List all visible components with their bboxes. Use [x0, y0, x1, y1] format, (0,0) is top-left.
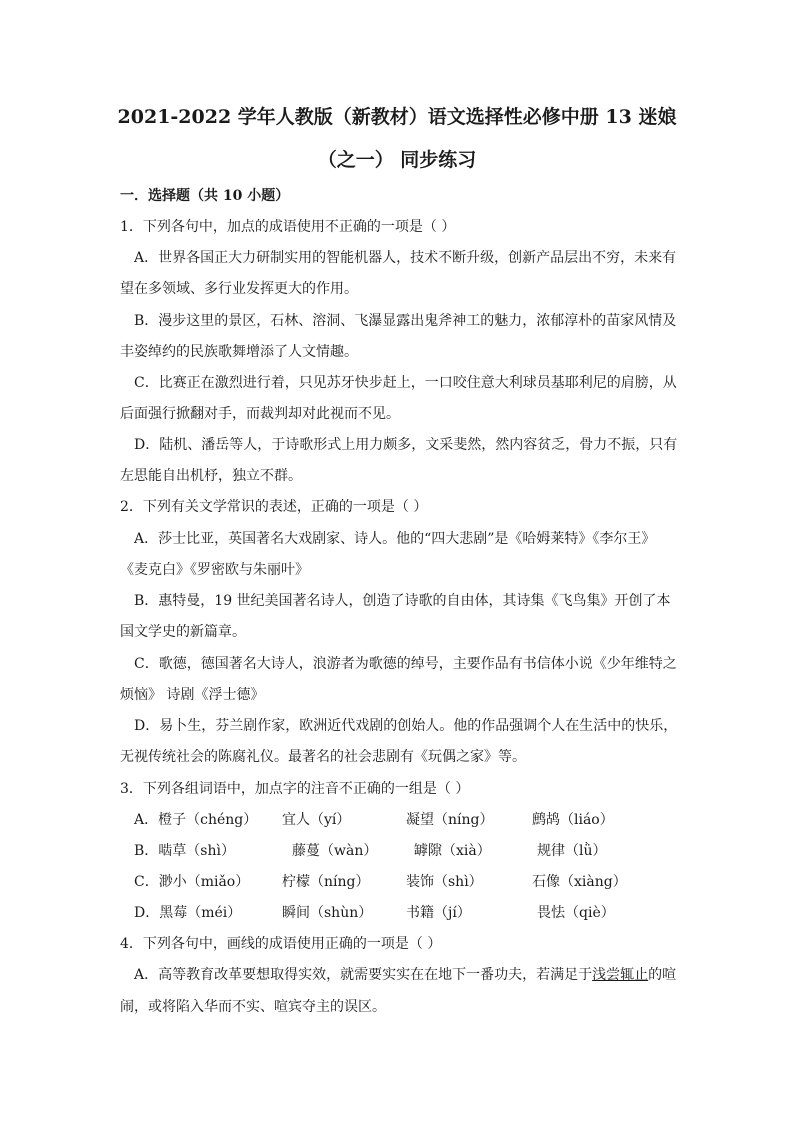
q3-option-d-item-3: 书籍（jí） — [406, 905, 471, 921]
q3-option-d-item-2: 瞬间（shùn） — [282, 905, 373, 921]
q1-option-c-line-1: C．比赛正在激烈进行着，只见苏牙快步赶上，一口咬住意大利球员基耶利尼的肩膀，从 — [134, 375, 677, 391]
q3-option-b-item-1: B．啮草（shì） — [134, 843, 235, 859]
q4-option-a-text-post: 的喧 — [648, 967, 677, 983]
q3-option-a-item-4: 鹧鸪（liáo） — [532, 812, 614, 828]
document-title-line-2: （之一） 同步练习 — [317, 149, 477, 171]
q2-stem: 2．下列有关文学常识的表述，正确的一项是（ ） — [120, 499, 428, 515]
q4-stem: 4．下列各句中，画线的成语使用正确的一项是（ ） — [120, 936, 442, 952]
section-heading: 一．选择题（共 10 小题） — [120, 188, 290, 204]
q3-option-a-item-2: 宜人（yí） — [282, 812, 351, 828]
q3-option-c-item-3: 装饰（shì） — [406, 874, 483, 890]
document-title-line-1: 2021-2022 学年人教版（新教材）语文选择性必修中册 13 迷娘 — [117, 106, 677, 128]
q1-option-a-line-2: 望在多领域、多行业发挥更大的作用。 — [120, 281, 358, 297]
q4-underlined-idiom: 浅尝辄止 — [592, 967, 649, 983]
q2-option-c-line-1: C．歌德，德国著名大诗人，浪游者为歌德的绰号，主要作品有书信体小说《少年维特之 — [134, 656, 677, 672]
q3-option-c-item-4: 石像（xiàng） — [532, 874, 627, 890]
q1-option-c-line-2: 后面强行掀翻对手，而裁判却对此视而不见。 — [120, 406, 400, 422]
q2-option-c-line-2: 烦恼》 诗剧《浮士德》 — [120, 687, 265, 703]
q1-option-b-line-2: 丰姿绰约的民族歌舞增添了人文情趣。 — [120, 344, 358, 360]
q3-option-a-item-1: A．橙子（chéng） — [134, 812, 258, 828]
q3-option-b-item-3: 罅隙（xià） — [414, 843, 491, 859]
q1-option-a-line-1: A．世界各国正大力研制实用的智能机器人，技术不断升级，创新产品层出不穷，未来有 — [134, 250, 677, 266]
q3-stem: 3．下列各组词语中，加点字的注音不正确的一组是（ ） — [120, 781, 470, 797]
q2-option-a-line-2: 《麦克白》《罗密欧与朱丽叶》 — [120, 562, 309, 578]
q1-option-d-line-2: 左思能自出机杼，独立不群。 — [120, 468, 302, 484]
q2-option-d-line-2: 无视传统社会的陈腐礼仪。最著名的社会悲剧有《玩偶之家》等。 — [120, 749, 526, 765]
q4-option-a-line-1 — [134, 966, 676, 984]
q2-option-d-line-1: D．易卜生，芬兰剧作家，欧洲近代戏剧的创始人。他的作品强调个人在生活中的快乐， — [134, 718, 678, 734]
q3-option-b-item-2: 藤蔓（wàn） — [292, 843, 378, 859]
q4-option-a-text-pre: A．高等教育改革要想取得实效，就需要实实在在地下一番功夫，若满足于 — [134, 967, 593, 983]
q3-option-d-item-1: D．黑莓（méi） — [134, 905, 242, 921]
q2-option-b-line-2: 国文学史的新篇章。 — [120, 624, 246, 640]
q3-option-c-item-1: C．渺小（miǎo） — [134, 874, 250, 890]
q3-option-c-item-2: 柠檬（níng） — [282, 874, 370, 890]
q2-option-b-line-1: B．惠特曼，19 世纪美国著名诗人，创造了诗歌的自由体，其诗集《飞鸟集》开创了本 — [134, 593, 671, 609]
q3-option-a-item-3: 凝望（níng） — [406, 812, 494, 828]
q2-option-a-line-1: A．莎士比亚，英国著名大戏剧家、诗人。他的“四大悲剧”是《哈姆莱特》《李尔王》 — [134, 531, 656, 547]
q3-option-d-item-4: 畏怯（qiè） — [537, 905, 615, 921]
q1-option-b-line-1: B．漫步这里的景区，石林、溶洞、飞瀑显露出鬼斧神工的魅力，浓郁淳朴的苗家风情及 — [134, 313, 677, 329]
q3-option-b-item-4: 规律（lǜ） — [537, 843, 607, 859]
q4-option-a-line-2: 闹，或将陷入华而不实、喧宾夺主的误区。 — [120, 999, 386, 1015]
q1-option-d-line-1: D．陆机、潘岳等人，于诗歌形式上用力颇多，文采斐然，然内容贫乏，骨力不振，只有 — [134, 437, 678, 453]
q1-stem: 1．下列各句中，加点的成语使用不正确的一项是（ ） — [120, 219, 456, 235]
